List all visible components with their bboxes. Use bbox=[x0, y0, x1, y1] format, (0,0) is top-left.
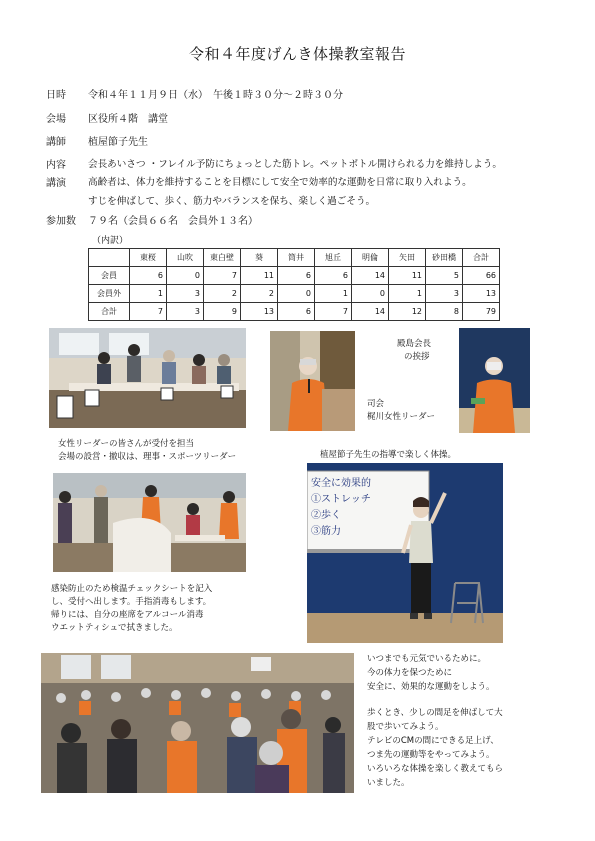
whiteboard-line-2: ①ストレッチ bbox=[311, 494, 371, 505]
mc-caption-1: 司会 bbox=[367, 399, 385, 409]
attendance-table bbox=[88, 248, 500, 321]
whiteboard-line-4: ③筋力 bbox=[311, 526, 341, 537]
participants-value: ７９名（会員６６名 会員外１３名） bbox=[88, 216, 258, 227]
chairman-photo bbox=[459, 328, 530, 433]
advice-line-3: 安全に、効果的な運動をしよう。 bbox=[367, 682, 495, 692]
instructor-photo bbox=[307, 463, 503, 643]
group-exercise-photo bbox=[41, 653, 354, 793]
whiteboard-line-3: ②歩く bbox=[311, 510, 341, 521]
table-cell: 1 bbox=[315, 285, 352, 303]
table-cell: 7 bbox=[315, 303, 352, 321]
table-cell: 7 bbox=[204, 267, 241, 285]
table-cell: 6 bbox=[315, 267, 352, 285]
table-cell: 0 bbox=[167, 267, 204, 285]
page-title: 令和４年度げんき体操教室報告 bbox=[188, 45, 406, 63]
table-cell: 79 bbox=[463, 303, 500, 321]
reception-caption-1: 女性リーダーの皆さんが受付を担当 bbox=[58, 439, 195, 449]
advice-block bbox=[367, 652, 503, 790]
venue-label: 会場 bbox=[46, 114, 66, 125]
mc-caption-2: 梶川女性リーダー bbox=[367, 412, 436, 422]
table-row bbox=[89, 303, 500, 321]
table-cell: 13 bbox=[241, 303, 278, 321]
participants-label: 参加数 bbox=[46, 216, 76, 227]
table-header: 東白壁 bbox=[204, 249, 241, 267]
table-cell: 9 bbox=[204, 303, 241, 321]
check-caption-2: し、受付へ出します。手指消毒もします。 bbox=[51, 597, 212, 607]
table-cell: 1 bbox=[389, 285, 426, 303]
table-cell: 3 bbox=[426, 285, 463, 303]
check-caption-1: 感染防止のため検温チェックシートを記入 bbox=[51, 584, 213, 594]
table-cell: 6 bbox=[278, 303, 315, 321]
table-header: 砂田橋 bbox=[426, 249, 463, 267]
instruction-caption: 植屋節子先生の指導で楽しく体操。 bbox=[320, 450, 457, 460]
lecture-line2: すじを伸ばして、歩く、筋力やバランスを保ち、楽しく過ごそう。 bbox=[88, 196, 376, 207]
advice-line-2: 今の体力を保つために bbox=[367, 668, 453, 678]
table-header: 山吹 bbox=[167, 249, 204, 267]
greeting-caption-2: の挨拶 bbox=[404, 352, 430, 362]
reception-photo bbox=[49, 328, 246, 428]
table-cell: 2 bbox=[241, 285, 278, 303]
advice-line-1: いつまでも元気でいるために。 bbox=[367, 654, 487, 664]
content-value: 会長あいさつ ・フレイル予防にちょっとした筋トレ。ペットボトル開けられる力を維持しよう。 bbox=[88, 159, 502, 170]
table-cell: 5 bbox=[426, 267, 463, 285]
instructor-value: 植屋節子先生 bbox=[88, 137, 148, 148]
table-cell: 合計 bbox=[89, 303, 130, 321]
reception-caption-2: 会場の設営・撤収は、理事・スポーツリーダー bbox=[58, 452, 237, 462]
advice-line-9: いました。 bbox=[367, 778, 410, 788]
advice-line-6: テレビのCMの間にできる足上げ、 bbox=[367, 736, 499, 746]
table-cell: 2 bbox=[204, 285, 241, 303]
table-cell: 0 bbox=[352, 285, 389, 303]
table-header bbox=[89, 249, 130, 267]
table-header: 矢田 bbox=[389, 249, 426, 267]
table-cell: 6 bbox=[130, 267, 167, 285]
table-cell: 7 bbox=[130, 303, 167, 321]
check-photo bbox=[53, 473, 246, 572]
breakdown-label: （内訳） bbox=[92, 236, 129, 246]
table-header-row bbox=[89, 249, 500, 267]
date-value: 令和４年１１月９日（水） 午後１時３０分～２時３０分 bbox=[88, 90, 343, 101]
date-label: 日時 bbox=[46, 90, 66, 101]
table-header: 葵 bbox=[241, 249, 278, 267]
table-cell: 6 bbox=[278, 267, 315, 285]
greeting-caption-1: 殿島会長 bbox=[397, 339, 432, 349]
mc-photo bbox=[270, 331, 355, 431]
advice-line-4: 歩くとき、少しの間足を伸ばして大 bbox=[367, 708, 503, 718]
table-cell: 14 bbox=[352, 267, 389, 285]
table-cell: 会員外 bbox=[89, 285, 130, 303]
table-cell: 会員 bbox=[89, 267, 130, 285]
table-row bbox=[89, 267, 500, 285]
table-cell: 13 bbox=[463, 285, 500, 303]
venue-value: 区役所４階 講堂 bbox=[88, 114, 168, 125]
table-row bbox=[89, 285, 500, 303]
table-cell: 14 bbox=[352, 303, 389, 321]
lecture-line1: 高齢者は、体力を維持することを目標にして安全で効率的な運動を日常に取り入れよう。 bbox=[88, 177, 472, 188]
lecture-label: 講演 bbox=[46, 178, 66, 189]
table-cell: 3 bbox=[167, 303, 204, 321]
table-cell: 66 bbox=[463, 267, 500, 285]
content-label: 内容 bbox=[46, 160, 66, 171]
table-header: 東桜 bbox=[130, 249, 167, 267]
table-cell: 1 bbox=[130, 285, 167, 303]
table-cell: 11 bbox=[241, 267, 278, 285]
advice-line-5: 股で歩いてみよう。 bbox=[367, 722, 444, 732]
table-header: 筒井 bbox=[278, 249, 315, 267]
table-header: 合計 bbox=[463, 249, 500, 267]
instructor-label: 講師 bbox=[46, 137, 66, 148]
whiteboard-line-1: 安全に効果的 bbox=[311, 478, 371, 489]
check-caption-3: 帰りには、自分の座席をアルコール消毒 bbox=[51, 610, 204, 620]
advice-line-7: つま先の運動等をやってみよう。 bbox=[367, 750, 495, 760]
advice-line-8: いろいろな体操を楽しく教えてもら bbox=[367, 764, 504, 774]
table-cell: 8 bbox=[426, 303, 463, 321]
check-caption-4: ウエットティシュで拭きました。 bbox=[51, 623, 178, 633]
table-cell: 3 bbox=[167, 285, 204, 303]
table-header: 旭丘 bbox=[315, 249, 352, 267]
table-cell: 12 bbox=[389, 303, 426, 321]
table-header: 明倫 bbox=[352, 249, 389, 267]
table-cell: 0 bbox=[278, 285, 315, 303]
table-cell: 11 bbox=[389, 267, 426, 285]
